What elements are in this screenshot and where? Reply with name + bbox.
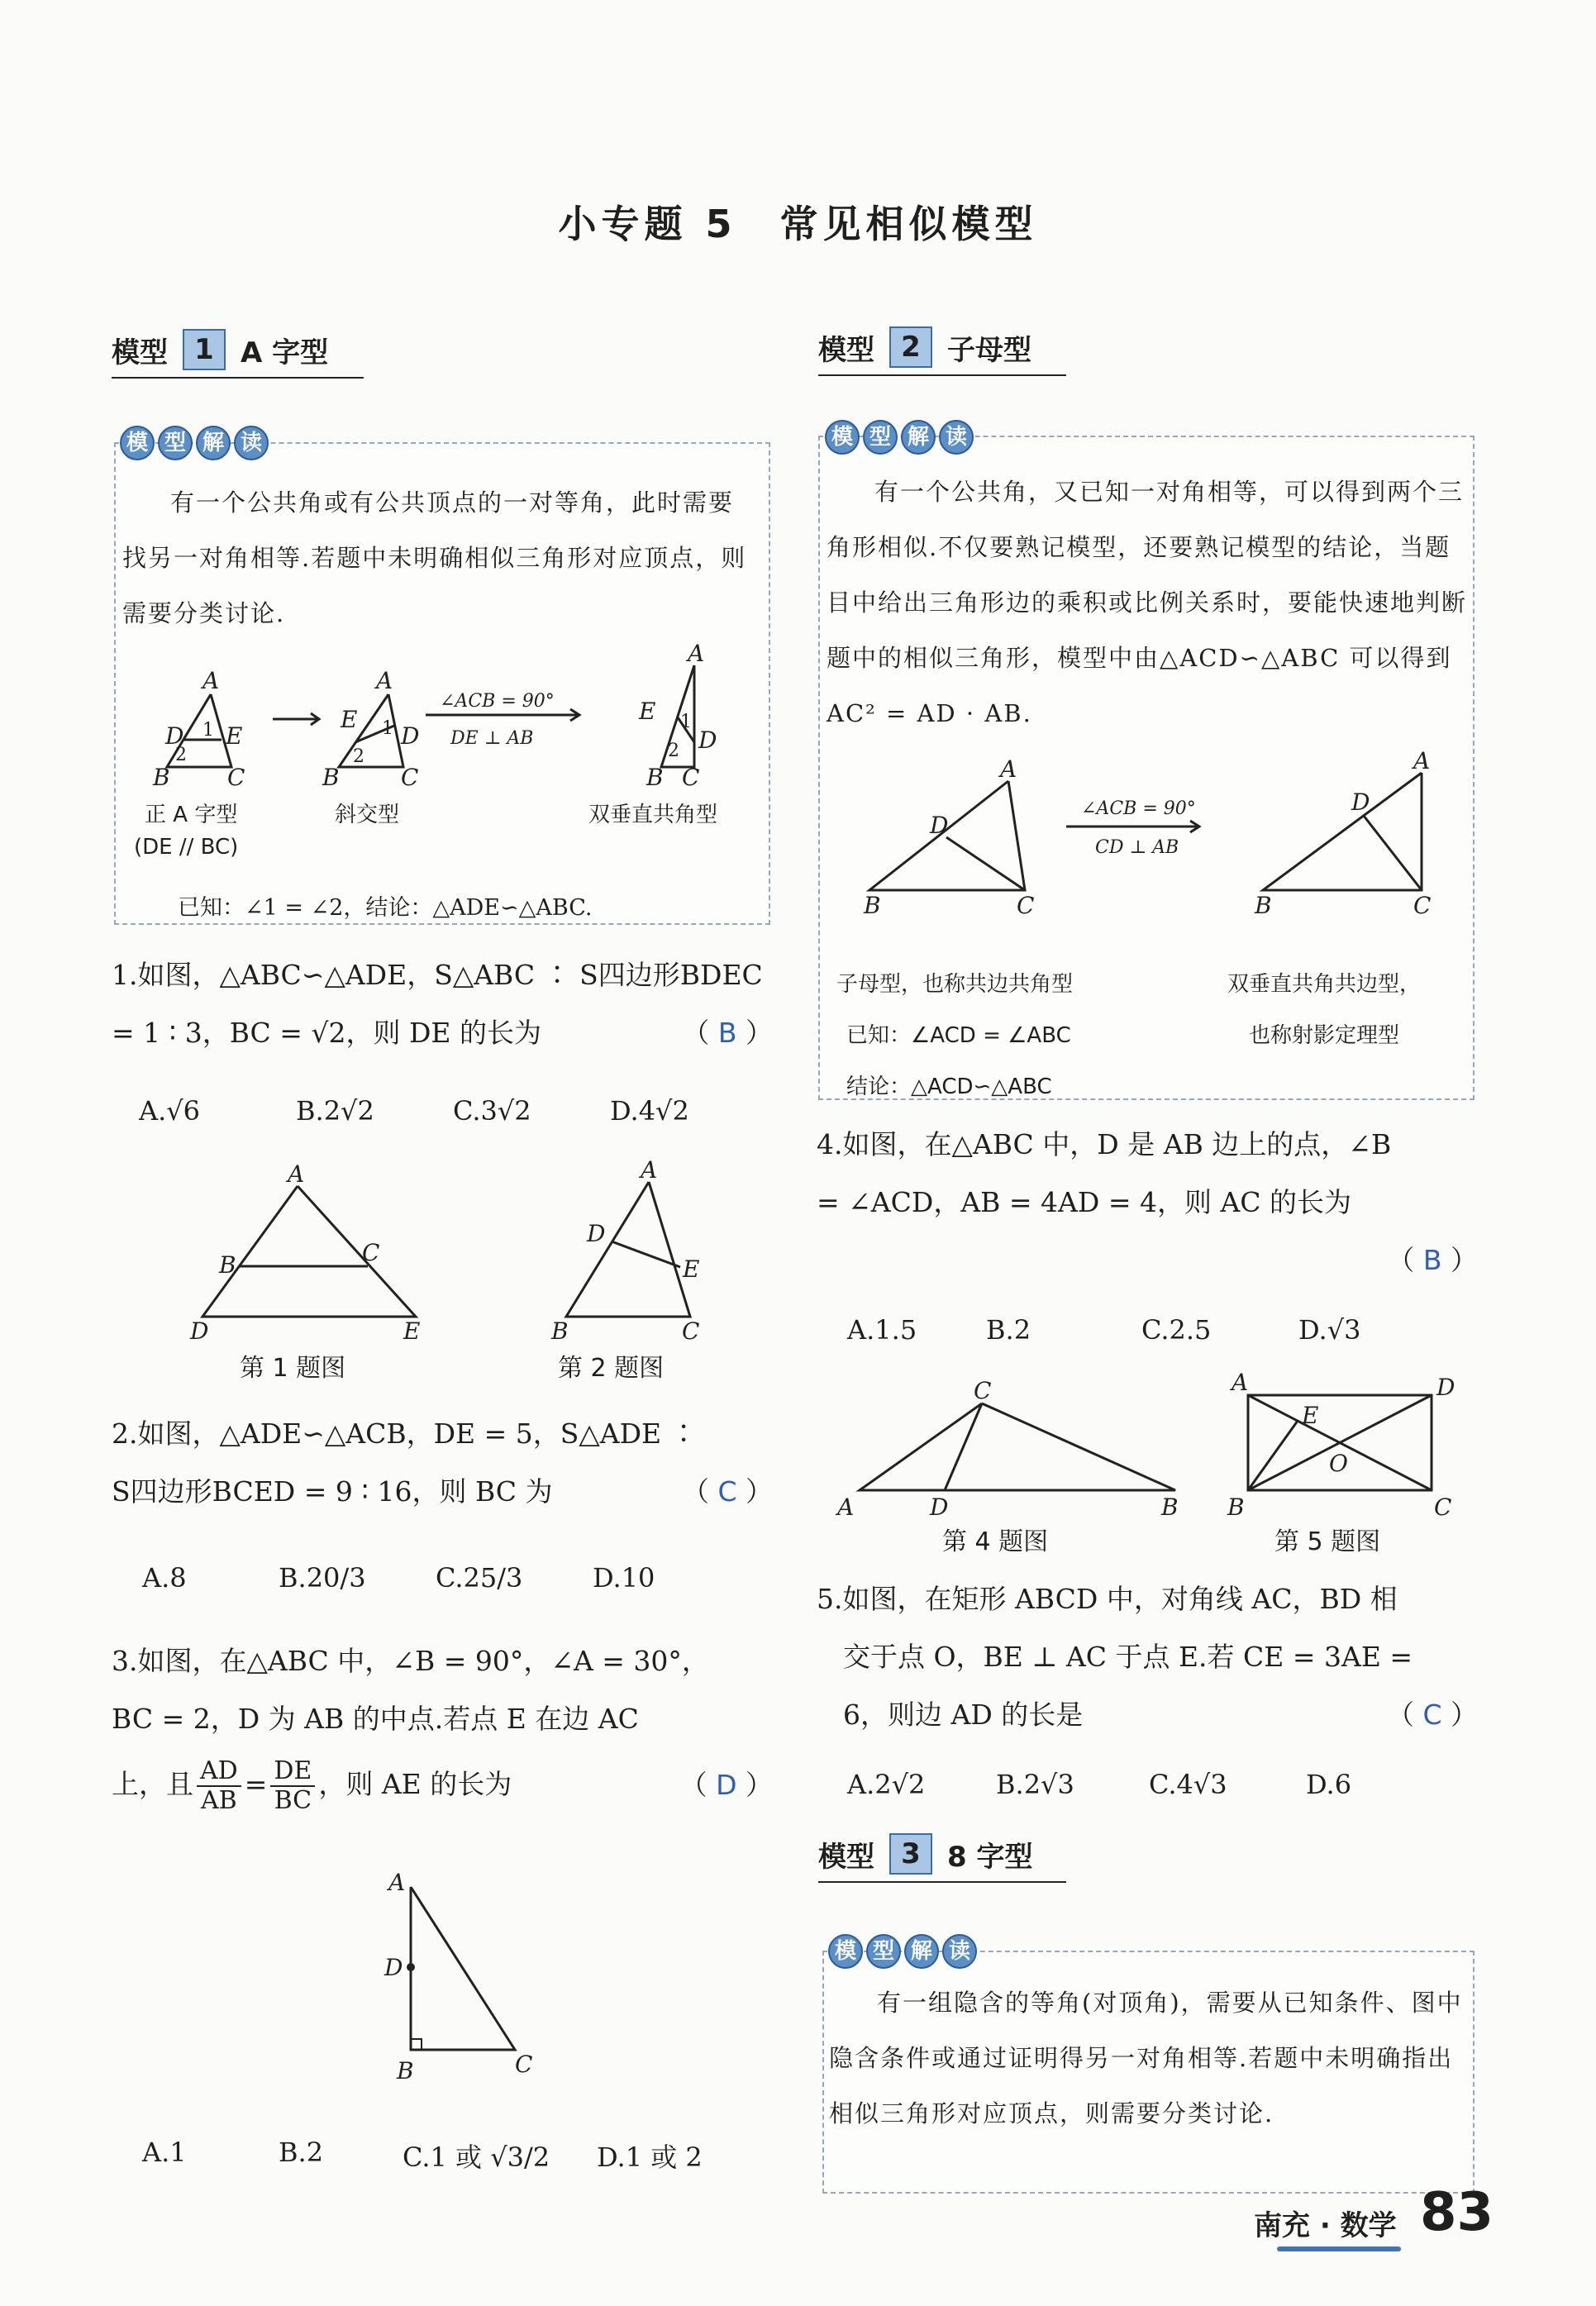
figure-q3	[376, 1864, 541, 2095]
svg-text:A: A	[688, 640, 705, 667]
svg-text:C: C	[515, 2051, 533, 2078]
svg-text:A: A	[1232, 1369, 1249, 1396]
arrow2-top: ∠ACB = 90°	[1081, 798, 1196, 819]
footer-underline	[1277, 2246, 1401, 2251]
fig2-caption: 第 2 题图	[558, 1354, 665, 1383]
arrow2-bottom: CD ⊥ AB	[1095, 837, 1179, 858]
svg-text:A: A	[288, 1160, 305, 1188]
model-interpret-badge-3: 模 型 解 读	[828, 1934, 977, 1969]
svg-text:D: D	[587, 1220, 606, 1247]
svg-text:E: E	[403, 1317, 421, 1345]
svg-text:C: C	[227, 764, 245, 791]
model-2-figures	[851, 748, 1463, 930]
question-4: 4.如图，在△ABC 中，D 是 AB 边上的点，∠B = ∠ACD，AB = 4AD = 4，则 AC 的长为 （ B ）	[817, 1128, 1478, 1276]
svg-text:B: B	[864, 892, 881, 919]
svg-text:B: B	[1255, 892, 1272, 919]
answer-2: C	[717, 1475, 737, 1508]
svg-text:E: E	[341, 706, 358, 733]
svg-text:O: O	[1329, 1450, 1348, 1477]
svg-text:2: 2	[353, 746, 364, 767]
fig5-caption: 第 5 题图	[1274, 1527, 1381, 1556]
options-5: A.2√2 B.2√3 C.4√3 D.6	[847, 1769, 1352, 1800]
svg-text:A: A	[388, 1869, 406, 1896]
model-1-header	[112, 329, 364, 379]
svg-text:C: C	[1434, 1494, 1452, 1521]
caption-double-perp: 双垂直共角型	[588, 803, 718, 827]
svg-text:C: C	[362, 1239, 380, 1266]
model-2-right-caption: 双垂直共角共边型， 也称射影定理型	[1227, 972, 1422, 1048]
page-title: 小专题 5 常见相似模型	[558, 202, 1038, 246]
svg-text:C: C	[401, 764, 419, 791]
answer-1: B	[717, 1017, 737, 1049]
svg-text:A: A	[202, 667, 220, 694]
figures-q1-q2	[182, 1156, 719, 1345]
question-2: 2.如图，△ADE∽△ACB，DE = 5，S△ADE ∶ S四边形BCED = 9 ∶ 16，则 BC 为 （ C ）	[112, 1417, 773, 1508]
svg-text:A: A	[376, 667, 393, 694]
svg-text:C: C	[682, 1317, 700, 1345]
options-1: A.√6 B.2√2 C.3√2 D.4√2	[139, 1095, 689, 1127]
svg-text:D: D	[930, 812, 949, 839]
options-2: A.8 B.20/3 C.25/3 D.10	[142, 1562, 655, 1594]
model-3-text: 有一组隐含的等角(对顶角)，需要从已知条件、图中隐含条件或通过证明得另一对角相等.若题中未明确指出相似三角形对应顶点，则需要分类讨论.	[829, 1989, 1463, 2127]
model-name: A 字型	[241, 336, 329, 369]
svg-text:D: D	[1351, 789, 1370, 816]
svg-text:D: D	[401, 722, 420, 750]
svg-text:A: A	[837, 1494, 855, 1521]
svg-text:E: E	[683, 1255, 700, 1283]
svg-text:B: B	[1227, 1494, 1245, 1521]
model-2-header: 模型 2 子母型	[818, 326, 1066, 376]
model-2-left-caption: 子母型，也称共边共角型 已知：∠ACD = ∠ABC 结论：△ACD∽△ABC	[836, 972, 1074, 1099]
caption-a-shape: 正 A 字型	[145, 803, 238, 827]
answer-5: C	[1422, 1699, 1442, 1731]
caption-oblique: 斜交型	[335, 803, 400, 827]
answer-3: D	[716, 1769, 737, 1801]
footer-subject: 南充 · 数学	[1254, 2209, 1397, 2242]
model-3-header: 模型 3 8 字型	[818, 1833, 1066, 1883]
svg-text:D: D	[165, 722, 184, 750]
svg-text:D: D	[1436, 1374, 1455, 1401]
svg-text:B: B	[646, 764, 664, 791]
svg-text:1: 1	[382, 718, 393, 739]
svg-text:C: C	[974, 1377, 992, 1404]
model-interpret-badge: 模 型 解 读	[120, 426, 269, 460]
svg-text:B: B	[322, 764, 340, 791]
svg-text:E: E	[226, 722, 243, 750]
svg-text:A: A	[1413, 747, 1431, 774]
svg-text:E: E	[639, 698, 656, 725]
model-1-note: 已知：∠1 = ∠2，结论：△ADE∽△ABC.	[178, 895, 593, 921]
svg-text:C: C	[1413, 892, 1432, 919]
model-1-text: 有一个公共角或有公共顶点的一对等角，此时需要找另一对角相等.若题中未明确相似三角形对应顶点，则需要分类讨论.	[122, 488, 747, 627]
svg-text:C: C	[682, 764, 700, 791]
options-3: A.1 B.2 C.1 或 √3/2 D.1 或 2	[142, 2137, 703, 2173]
model-label: 模型	[112, 336, 168, 369]
svg-text:D: D	[384, 1954, 403, 1981]
svg-text:B: B	[153, 764, 170, 791]
arrow-condition-top: ∠ACB = 90°	[440, 691, 555, 712]
svg-text:D: D	[930, 1494, 949, 1521]
svg-text:A: A	[1000, 755, 1017, 783]
question-1: 1.如图，△ABC∽△ADE，S△ABC ∶ S四边形BDEC = 1 ∶ 3，BC = √2，则 DE 的长为 （ B ）	[112, 959, 773, 1049]
svg-text:B: B	[219, 1251, 236, 1279]
svg-text:C: C	[1017, 892, 1035, 919]
arrow-condition-bottom: DE ⊥ AB	[450, 728, 534, 749]
svg-text:D: D	[190, 1317, 209, 1345]
model-number: 1	[183, 329, 226, 370]
svg-text:1: 1	[680, 712, 692, 732]
figures-q4-q5	[835, 1369, 1479, 1537]
svg-text:1: 1	[202, 720, 214, 741]
caption-a-shape-cond: (DE // BC)	[134, 835, 239, 860]
answer-4: B	[1422, 1244, 1442, 1276]
fig1-caption: 第 1 题图	[240, 1354, 346, 1383]
svg-text:B: B	[397, 2057, 414, 2084]
svg-text:B: B	[1161, 1494, 1179, 1521]
svg-text:D: D	[698, 727, 717, 754]
svg-text:2: 2	[175, 745, 187, 765]
svg-text:2: 2	[668, 741, 679, 761]
model-2-text: 有一个公共角，又已知一对角相等，可以得到两个三角形相似.不仅要熟记模型，还要熟记模型的结论，当题目中给出三角形边的乘积或比例关系时，要能快速地判断题中的相似三角形，模型中由△ACD∽△ABC 可以得到 AC² = AD · AB.	[827, 478, 1468, 727]
page-number: 83	[1420, 2182, 1494, 2243]
question-3: 3.如图，在△ABC 中，∠B = 90°，∠A = 30°， BC = 2，D 为 AB 的中点.若点 E 在边 AC 上，且 $\frac{AD}{AB}$ = $\frac{DE}{BC}$ ，则 AE 的长为 （ D ）	[112, 1645, 773, 1815]
svg-text:E: E	[1302, 1402, 1319, 1429]
question-5: 5.如图，在矩形 ABCD 中，对角线 AC，BD 相 交于点 O，BE ⊥ AC 于点 E.若 CE = 3AE = 6，则边 AD 的长是 （ C ）	[817, 1583, 1478, 1731]
fig4-caption: 第 4 题图	[942, 1527, 1049, 1556]
svg-text:A: A	[641, 1156, 658, 1184]
model-interpret-badge-2: 模 型 解 读	[825, 420, 974, 455]
svg-text:B: B	[551, 1317, 569, 1345]
options-4: A.1.5 B.2 C.2.5 D.√3	[847, 1314, 1361, 1346]
